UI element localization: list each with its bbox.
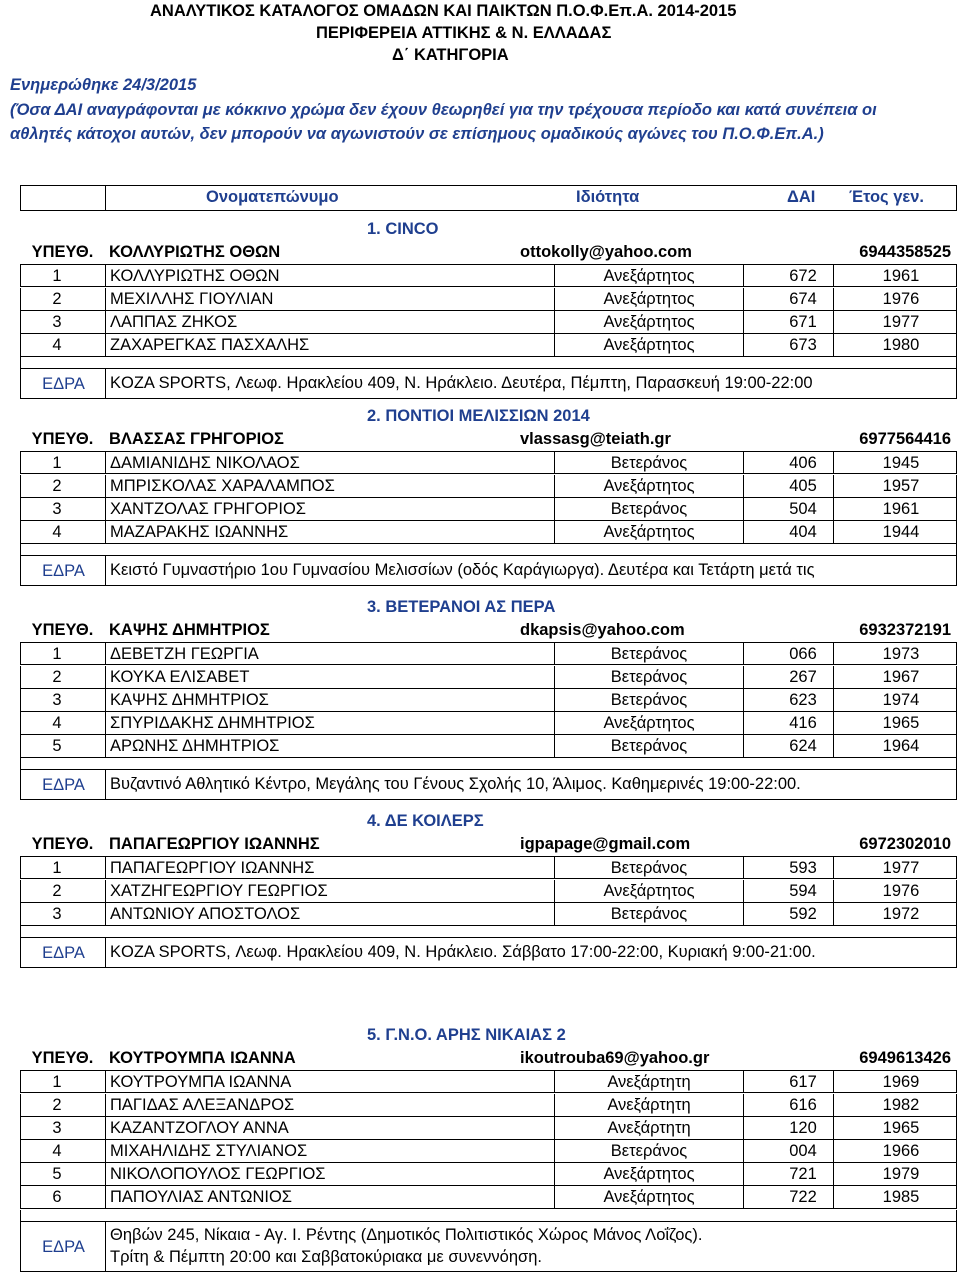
column-dai-header: ΔΑΙ xyxy=(787,188,816,206)
cell-divider xyxy=(105,1117,106,1139)
player-property: Ανεξάρτητος xyxy=(603,881,695,900)
venue-label: ΕΔΡΑ xyxy=(42,375,85,394)
venue-row xyxy=(20,938,957,968)
cell-divider xyxy=(833,1163,834,1185)
player-birth-year: 1985 xyxy=(882,1188,920,1207)
player-birth-year: 1957 xyxy=(882,476,920,495)
spacer-row xyxy=(20,1210,957,1222)
team-title: 1. CINCO xyxy=(367,220,439,238)
player-property: Βετεράνος xyxy=(610,1142,688,1160)
player-birth-year: 1965 xyxy=(882,714,920,732)
player-row xyxy=(20,689,957,712)
category-title: Δ΄ ΚΑΤΗΓΟΡΙΑ xyxy=(392,46,509,64)
player-dai: 594 xyxy=(789,881,817,900)
region-title: ΠΕΡΙΦΕΡΕΙΑ ΑΤΤΙΚΗΣ & Ν. ΕΛΛΑΔΑΣ xyxy=(316,24,612,42)
cell-divider xyxy=(833,689,834,711)
player-birth-year: 1976 xyxy=(882,881,920,900)
player-birth-year: 1980 xyxy=(882,336,920,354)
cell-divider xyxy=(105,857,106,878)
cell-divider xyxy=(833,1140,834,1162)
player-property: Βετεράνος xyxy=(610,645,688,664)
cell-divider xyxy=(105,903,106,925)
document-title: ΑΝΑΛΥΤΙΚΟΣ ΚΑΤΑΛΟΓΟΣ ΟΜΑΔΩΝ ΚΑΙ ΠΑΙΚΤΩΝ Π.Ο.Φ.Επ.Α. 2014-2015 xyxy=(150,2,737,20)
team-title: 3. ΒΕΤΕΡΑΝΟΙ ΑΣ ΠΕΡΑ xyxy=(367,598,556,616)
responsible-label: ΥΠΕΥΘ. xyxy=(31,430,94,449)
responsible-phone: 6949613426 xyxy=(859,1049,951,1068)
venue-label: ΕΔΡΑ xyxy=(42,562,85,581)
player-birth-year: 1974 xyxy=(882,690,920,709)
responsible-label: ΥΠΕΥΘ. xyxy=(31,243,94,262)
venue-address: Θηβών 245, Νίκαια - Αγ. Ι. Ρέντης (Δημοτικός Πολιτιστικός Χώρος Μάνος Λοΐζος). xyxy=(110,1225,703,1244)
player-birth-year: 1965 xyxy=(882,1118,920,1137)
column-divider xyxy=(105,186,106,210)
cell-divider xyxy=(105,643,106,664)
player-name: ΜΙΧΑΗΛΙΔΗΣ ΣΤΥΛΙΑΝΟΣ xyxy=(110,1142,308,1160)
venue-row xyxy=(20,556,957,586)
player-property: Ανεξάρτητος xyxy=(603,1188,695,1207)
cell-divider xyxy=(105,1186,106,1208)
player-birth-year: 1982 xyxy=(882,1095,920,1114)
player-dai: 617 xyxy=(789,1073,817,1092)
team-title: 4. ΔΕ ΚΟΙΛΕΡΣ xyxy=(367,812,484,830)
cell-divider xyxy=(105,666,106,688)
player-number: 2 xyxy=(52,667,62,686)
cell-divider xyxy=(833,643,834,664)
player-number: 1 xyxy=(52,454,62,473)
column-year-header: Έτος γεν. xyxy=(849,188,924,206)
player-row xyxy=(20,498,957,521)
venue-address: Τρίτη & Πέμπτη 20:00 και Σαββατοκύριακα με συνεννόηση. xyxy=(110,1247,542,1266)
cell-divider xyxy=(105,369,106,398)
cell-divider xyxy=(833,521,834,543)
player-property: Ανεξάρτητος xyxy=(603,476,695,495)
cell-divider xyxy=(833,288,834,310)
cell-divider xyxy=(105,265,106,286)
cell-divider xyxy=(105,880,106,902)
player-row xyxy=(20,856,957,879)
player-dai: 404 xyxy=(789,523,817,541)
player-birth-year: 1972 xyxy=(882,904,920,923)
player-name: ΠΑΠΟΥΛΙΑΣ ΑΝΤΩΝΙΟΣ xyxy=(110,1188,292,1207)
player-property: Βετεράνος xyxy=(610,904,688,923)
cell-divider xyxy=(105,689,106,711)
responsible-row xyxy=(20,619,957,642)
player-birth-year: 1979 xyxy=(882,1165,920,1184)
player-property: Βετεράνος xyxy=(610,499,688,518)
responsible-name: ΠΑΠΑΓΕΩΡΓΙΟΥ ΙΩΑΝΝΗΣ xyxy=(109,835,320,854)
responsible-row xyxy=(20,1047,957,1070)
responsible-name: ΚΟΥΤΡΟΥΜΠΑ ΙΩΑΝΝΑ xyxy=(109,1049,296,1068)
venue-row xyxy=(20,1222,957,1272)
cell-divider xyxy=(105,498,106,520)
responsible-row xyxy=(20,428,957,451)
player-dai: 592 xyxy=(789,904,817,923)
team-title: 5. Γ.Ν.Ο. ΑΡΗΣ ΝΙΚΑΙΑΣ 2 xyxy=(367,1026,566,1044)
player-row xyxy=(20,1070,957,1093)
column-header-row xyxy=(20,185,957,211)
player-property: Βετεράνος xyxy=(610,454,688,473)
cell-divider xyxy=(833,265,834,286)
player-number: 4 xyxy=(52,523,62,541)
player-name: ΚΑΨΗΣ ΔΗΜΗΤΡΙΟΣ xyxy=(110,690,269,709)
responsible-label: ΥΠΕΥΘ. xyxy=(31,621,94,640)
responsible-row xyxy=(20,833,957,856)
cell-divider xyxy=(833,712,834,734)
player-property: Βετεράνος xyxy=(610,690,688,709)
player-name: ΑΝΤΩΝΙΟΥ ΑΠΟΣΤΟΛΟΣ xyxy=(110,904,301,923)
team-title-row xyxy=(20,1024,957,1047)
player-number: 1 xyxy=(52,267,62,286)
player-number: 3 xyxy=(52,312,62,331)
spacer-row xyxy=(20,758,957,770)
player-birth-year: 1967 xyxy=(882,667,920,686)
player-row xyxy=(20,712,957,735)
cell-divider xyxy=(105,334,106,356)
player-row xyxy=(20,1186,957,1209)
venue-row xyxy=(20,369,957,399)
player-name: ΚΟΛΛΥΡΙΩΤΗΣ ΟΘΩΝ xyxy=(110,267,280,286)
player-number: 1 xyxy=(52,645,62,664)
player-name: ΔΕΒΕΤΖΗ ΓΕΩΡΓΙΑ xyxy=(110,645,259,664)
cell-divider xyxy=(105,1140,106,1162)
player-property: Ανεξάρτητος xyxy=(603,1165,695,1184)
cell-divider xyxy=(833,735,834,757)
player-row xyxy=(20,521,957,544)
responsible-email[interactable]: vlassasg@teiath.gr xyxy=(520,430,671,449)
player-dai: 406 xyxy=(789,454,817,473)
player-birth-year: 1969 xyxy=(882,1073,920,1092)
venue-row xyxy=(20,770,957,800)
player-dai: 624 xyxy=(789,737,817,756)
player-dai: 674 xyxy=(789,289,817,308)
player-property: Βετεράνος xyxy=(610,737,688,756)
player-row xyxy=(20,642,957,665)
player-number: 1 xyxy=(52,859,62,878)
player-property: Ανεξάρτητος xyxy=(603,523,695,541)
player-property: Ανεξάρτητος xyxy=(603,289,695,308)
player-number: 5 xyxy=(52,1165,62,1184)
player-name: ΜΑΖΑΡΑΚΗΣ ΙΩΑΝΝΗΣ xyxy=(110,523,289,541)
cell-divider xyxy=(105,475,106,497)
player-birth-year: 1961 xyxy=(882,267,920,286)
player-property: Ανεξάρτητος xyxy=(603,312,695,331)
player-number: 3 xyxy=(52,1118,62,1137)
responsible-email[interactable]: igpapage@gmail.com xyxy=(520,835,691,854)
player-name: ΛΑΠΠΑΣ ΖΗΚΟΣ xyxy=(110,312,238,331)
player-name: ΑΡΩΝΗΣ ΔΗΜΗΤΡΙΟΣ xyxy=(110,737,280,756)
cell-divider xyxy=(105,452,106,473)
responsible-name: ΚΟΛΛΥΡΙΩΤΗΣ ΟΘΩΝ xyxy=(109,243,281,262)
cell-divider xyxy=(105,556,106,585)
spacer-row xyxy=(20,544,957,556)
cell-divider xyxy=(833,903,834,925)
player-birth-year: 1973 xyxy=(882,645,920,664)
player-number: 2 xyxy=(52,289,62,308)
player-dai: 405 xyxy=(789,476,817,495)
team-title: 2. ΠΟΝΤΙΟΙ ΜΕΛΙΣΣΙΩΝ 2014 xyxy=(367,407,590,425)
player-name: ΜΕΧΙΛΛΗΣ ΓΙΟΥΛΙΑΝ xyxy=(110,289,274,308)
responsible-phone: 6972302010 xyxy=(859,835,951,854)
cell-divider xyxy=(105,712,106,734)
cell-divider xyxy=(105,288,106,310)
player-property: Ανεξάρτητος xyxy=(603,714,695,732)
player-dai: 416 xyxy=(789,714,817,732)
player-dai: 066 xyxy=(789,645,817,664)
player-name: ΚΟΥΤΡΟΥΜΠΑ ΙΩΑΝΝΑ xyxy=(110,1073,292,1092)
column-property-header: Ιδιότητα xyxy=(576,188,640,206)
player-number: 5 xyxy=(52,737,62,756)
player-name: ΣΠΥΡΙΔΑΚΗΣ ΔΗΜΗΤΡΙΟΣ xyxy=(110,714,315,732)
player-name: ΖΑΧΑΡΕΓΚΑΣ ΠΑΣΧΑΛΗΣ xyxy=(110,336,310,354)
cell-divider xyxy=(105,1163,106,1185)
player-name: ΧΑΤΖΗΓΕΩΡΓΙΟΥ ΓΕΩΡΓΙΟΣ xyxy=(110,881,328,900)
player-row xyxy=(20,288,957,311)
cell-divider xyxy=(105,1094,106,1116)
venue-label: ΕΔΡΑ xyxy=(42,776,85,795)
player-number: 4 xyxy=(52,336,62,354)
venue-address: KOZA SPORTS, Λεωφ. Ηρακλείου 409, Ν. Ηράκλειο. Σάββατο 17:00-22:00, Κυριακή 9:00-21:00. xyxy=(110,943,816,961)
cell-divider xyxy=(833,1186,834,1208)
player-property: Ανεξάρτητη xyxy=(607,1073,691,1092)
cell-divider xyxy=(833,334,834,356)
venue-address: Βυζαντινό Αθλητικό Κέντρο, Μεγάλης του Γένους Σχολής 10, Άλιμος. Καθημερινές 19:00-22:00. xyxy=(110,775,801,794)
cell-divider xyxy=(833,311,834,333)
cell-divider xyxy=(105,735,106,757)
player-row xyxy=(20,311,957,334)
team-title-row xyxy=(20,596,957,619)
responsible-name: ΚΑΨΗΣ ΔΗΜΗΤΡΙΟΣ xyxy=(109,621,270,640)
team-title-row xyxy=(20,810,957,833)
cell-divider xyxy=(833,1094,834,1116)
venue-label: ΕΔΡΑ xyxy=(42,1237,85,1256)
player-dai: 672 xyxy=(789,267,817,286)
player-dai: 722 xyxy=(789,1188,817,1207)
venue-address: Κειστό Γυμναστήριο 1ου Γυμνασίου Μελισσίων (οδός Καράγιωργα). Δευτέρα και Τετάρτη μετά τις xyxy=(110,561,815,580)
player-number: 2 xyxy=(52,881,62,900)
cell-divider xyxy=(105,521,106,543)
responsible-email[interactable]: ikoutrouba69@yahoo.gr xyxy=(520,1049,710,1068)
player-dai: 673 xyxy=(789,336,817,354)
player-number: 2 xyxy=(52,476,62,495)
player-property: Ανεξάρτητη xyxy=(607,1095,691,1114)
player-property: Ανεξάρτητος xyxy=(603,267,695,286)
responsible-email[interactable]: ottokolly@yahoo.com xyxy=(520,243,692,262)
player-name: ΝΙΚΟΛΟΠΟΥΛΟΣ ΓΕΩΡΓΙΟΣ xyxy=(110,1165,326,1184)
player-row xyxy=(20,1117,957,1140)
player-dai: 120 xyxy=(789,1118,817,1137)
spacer-row xyxy=(20,926,957,938)
player-name: ΚΟΥΚΑ ΕΛΙΣΑΒΕΤ xyxy=(110,667,250,686)
player-dai: 504 xyxy=(789,499,817,518)
player-row xyxy=(20,1140,957,1163)
player-number: 3 xyxy=(52,904,62,923)
player-birth-year: 1976 xyxy=(882,289,920,308)
player-name: ΠΑΓΙΔΑΣ ΑΛΕΞΑΝΔΡΟΣ xyxy=(110,1095,295,1114)
responsible-label: ΥΠΕΥΘ. xyxy=(31,835,94,854)
cell-divider xyxy=(833,452,834,473)
responsible-phone: 6944358525 xyxy=(859,243,951,262)
cell-divider xyxy=(833,498,834,520)
player-number: 1 xyxy=(52,1073,62,1092)
player-birth-year: 1944 xyxy=(882,523,920,541)
venue-address: KOZA SPORTS, Λεωφ. Ηρακλείου 409, Ν. Ηράκλειο. Δευτέρα, Πέμπτη, Παρασκευή 19:00-22:00 xyxy=(110,374,813,393)
cell-divider xyxy=(105,1222,106,1271)
team-title-row xyxy=(20,218,957,241)
player-dai: 671 xyxy=(789,312,817,331)
responsible-email[interactable]: dkapsis@yahoo.com xyxy=(520,621,685,640)
cell-divider xyxy=(105,1071,106,1092)
player-row xyxy=(20,475,957,498)
player-row xyxy=(20,735,957,758)
player-dai: 623 xyxy=(789,690,817,709)
player-name: ΚΑΖΑΝΤΖΟΓΛΟΥ ΑΝΝΑ xyxy=(110,1118,289,1137)
player-number: 3 xyxy=(52,690,62,709)
player-dai: 616 xyxy=(789,1095,817,1114)
player-name: ΠΑΠΑΓΕΩΡΓΙΟΥ ΙΩΑΝΝΗΣ xyxy=(110,859,315,878)
player-property: Βετεράνος xyxy=(610,859,688,878)
player-number: 3 xyxy=(52,499,62,518)
player-row xyxy=(20,903,957,926)
update-date: Ενημερώθηκε 24/3/2015 xyxy=(10,76,197,94)
column-name-header: Ονοματεπώνυμο xyxy=(206,188,339,206)
cell-divider xyxy=(105,311,106,333)
player-row xyxy=(20,334,957,357)
player-birth-year: 1977 xyxy=(882,312,920,331)
cell-divider xyxy=(833,857,834,878)
player-property: Ανεξάρτητος xyxy=(603,336,695,354)
player-number: 4 xyxy=(52,1142,62,1160)
player-row xyxy=(20,880,957,903)
red-dai-note: (Όσα ΔΑΙ αναγράφονται με κόκκινο χρώμα δεν έχουν θεωρηθεί για την τρέχουσα περίοδο και κατά συνέπεια οι αθλητές κάτοχοι αυτών, δεν μπορούν να αγωνιστούν σε επίσημους ομαδικούς αγώνες του Π.Ο.Φ.Επ.Α.) xyxy=(10,101,877,143)
spacer-row xyxy=(20,357,957,369)
player-property: Βετεράνος xyxy=(610,667,688,686)
player-name: ΜΠΡΙΣΚΟΛΑΣ ΧΑΡΑΛΑΜΠΟΣ xyxy=(110,476,335,495)
cell-divider xyxy=(833,880,834,902)
player-birth-year: 1961 xyxy=(882,499,920,518)
player-property: Ανεξάρτητη xyxy=(607,1118,691,1137)
player-dai: 721 xyxy=(789,1165,817,1184)
cell-divider xyxy=(105,938,106,967)
player-dai: 004 xyxy=(789,1142,817,1160)
responsible-name: ΒΛΑΣΣΑΣ ΓΡΗΓΟΡΙΟΣ xyxy=(109,430,284,449)
responsible-phone: 6977564416 xyxy=(859,430,951,449)
player-number: 6 xyxy=(52,1188,62,1207)
player-row xyxy=(20,1163,957,1186)
team-title-row xyxy=(20,405,957,428)
player-name: ΔΑΜΙΑΝΙΔΗΣ ΝΙΚΟΛΑΟΣ xyxy=(110,454,300,473)
player-birth-year: 1945 xyxy=(882,454,920,473)
player-row xyxy=(20,264,957,287)
responsible-row xyxy=(20,241,957,264)
player-row xyxy=(20,1094,957,1117)
player-birth-year: 1964 xyxy=(882,737,920,756)
cell-divider xyxy=(833,475,834,497)
cell-divider xyxy=(105,770,106,799)
player-dai: 267 xyxy=(789,667,817,686)
player-number: 4 xyxy=(52,714,62,732)
venue-label: ΕΔΡΑ xyxy=(42,944,85,962)
player-name: ΧΑΝΤΖΟΛΑΣ ΓΡΗΓΟΡΙΟΣ xyxy=(110,499,306,518)
cell-divider xyxy=(833,1071,834,1092)
player-dai: 593 xyxy=(789,859,817,878)
responsible-label: ΥΠΕΥΘ. xyxy=(31,1049,94,1068)
player-number: 2 xyxy=(52,1095,62,1114)
responsible-phone: 6932372191 xyxy=(859,621,951,640)
player-row xyxy=(20,666,957,689)
player-birth-year: 1977 xyxy=(882,859,920,878)
player-row xyxy=(20,451,957,474)
cell-divider xyxy=(833,1117,834,1139)
player-birth-year: 1966 xyxy=(882,1142,920,1160)
cell-divider xyxy=(833,666,834,688)
